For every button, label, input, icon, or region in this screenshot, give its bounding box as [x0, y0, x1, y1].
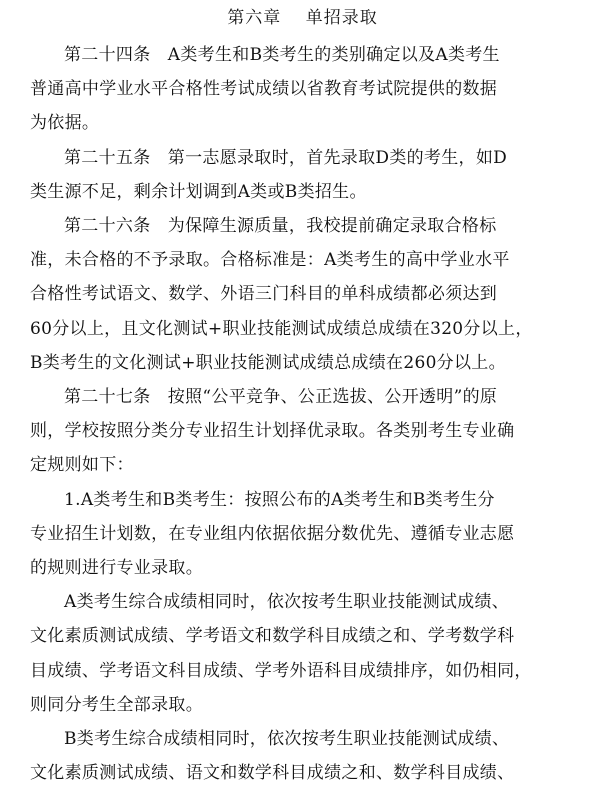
text-line: 目成绩、学考语文科目成绩、学考外语科目成绩排序，如仍相同， [30, 660, 532, 681]
text-line: 专业招生计划数，在专业组内依据依据分数优先、遵循专业志愿 [30, 523, 515, 544]
text-line: 1.A类考生和B类考生：按照公布的A类考生和B类考生分 [64, 489, 495, 510]
article-27-paragraph [30, 380, 575, 483]
rule-1-paragraph [30, 483, 575, 586]
text-line: 准，未合格的不予录取。合格标准是：A类考生的高中学业水平 [30, 250, 510, 271]
text-line: 文化素质测试成绩、学考语文和数学科目成绩之和、学考数学科 [30, 626, 515, 647]
text-line: 为依据。 [30, 113, 100, 134]
text-line: B类考生的文化测试+职业技能测试成绩总成绩在260分以上。 [30, 352, 506, 373]
chapter-title: 第六章 单招录取 [227, 8, 378, 28]
text-line: 第二十四条 A类考生和B类考生的类别确定以及A类考生 [64, 45, 500, 65]
article-26-paragraph [30, 209, 575, 380]
text-line: 第二十七条 按照“公平竞争、公正选拔、公开透明”的原 [64, 387, 498, 408]
document-page [30, 4, 575, 790]
text-line: B类考生综合成绩相同时，依次按考生职业技能测试成绩、 [64, 729, 510, 750]
category-b-tiebreak-paragraph [30, 722, 575, 790]
text-line: 合格性考试语文、数学、外语三门科目的单科成绩都必须达到 [30, 284, 498, 305]
category-a-tiebreak-paragraph [30, 585, 575, 722]
text-line: 第二十五条 第一志愿录取时，首先录取D类的考生，如D [64, 147, 508, 168]
text-line: 的规则进行专业录取。 [30, 558, 203, 579]
text-line: 第二十六条 为保障生源质量，我校提前确定录取合格标 [64, 216, 497, 237]
text-line: 普通高中学业水平合格性考试成绩以省教育考试院提供的数据 [30, 79, 498, 100]
text-line: A类考生综合成绩相同时，依次按考生职业技能测试成绩、 [64, 592, 510, 613]
text-line: 60分以上，且文化测试+职业技能测试成绩总成绩在320分以上， [30, 318, 533, 339]
article-24-paragraph [30, 38, 575, 141]
text-line: 则，学校按照分类分专业招生计划择优录取。各类别考生专业确 [30, 421, 515, 442]
text-line: 则同分考生全部录取。 [30, 694, 203, 715]
text-line: 类生源不足，剩余计划调到A类或B类招生。 [30, 181, 367, 202]
article-25-paragraph [30, 141, 575, 209]
text-line: 文化素质测试成绩、语文和数学科目成绩之和、数学科目成绩、 [30, 763, 515, 784]
text-line: 定规则如下： [30, 455, 134, 476]
